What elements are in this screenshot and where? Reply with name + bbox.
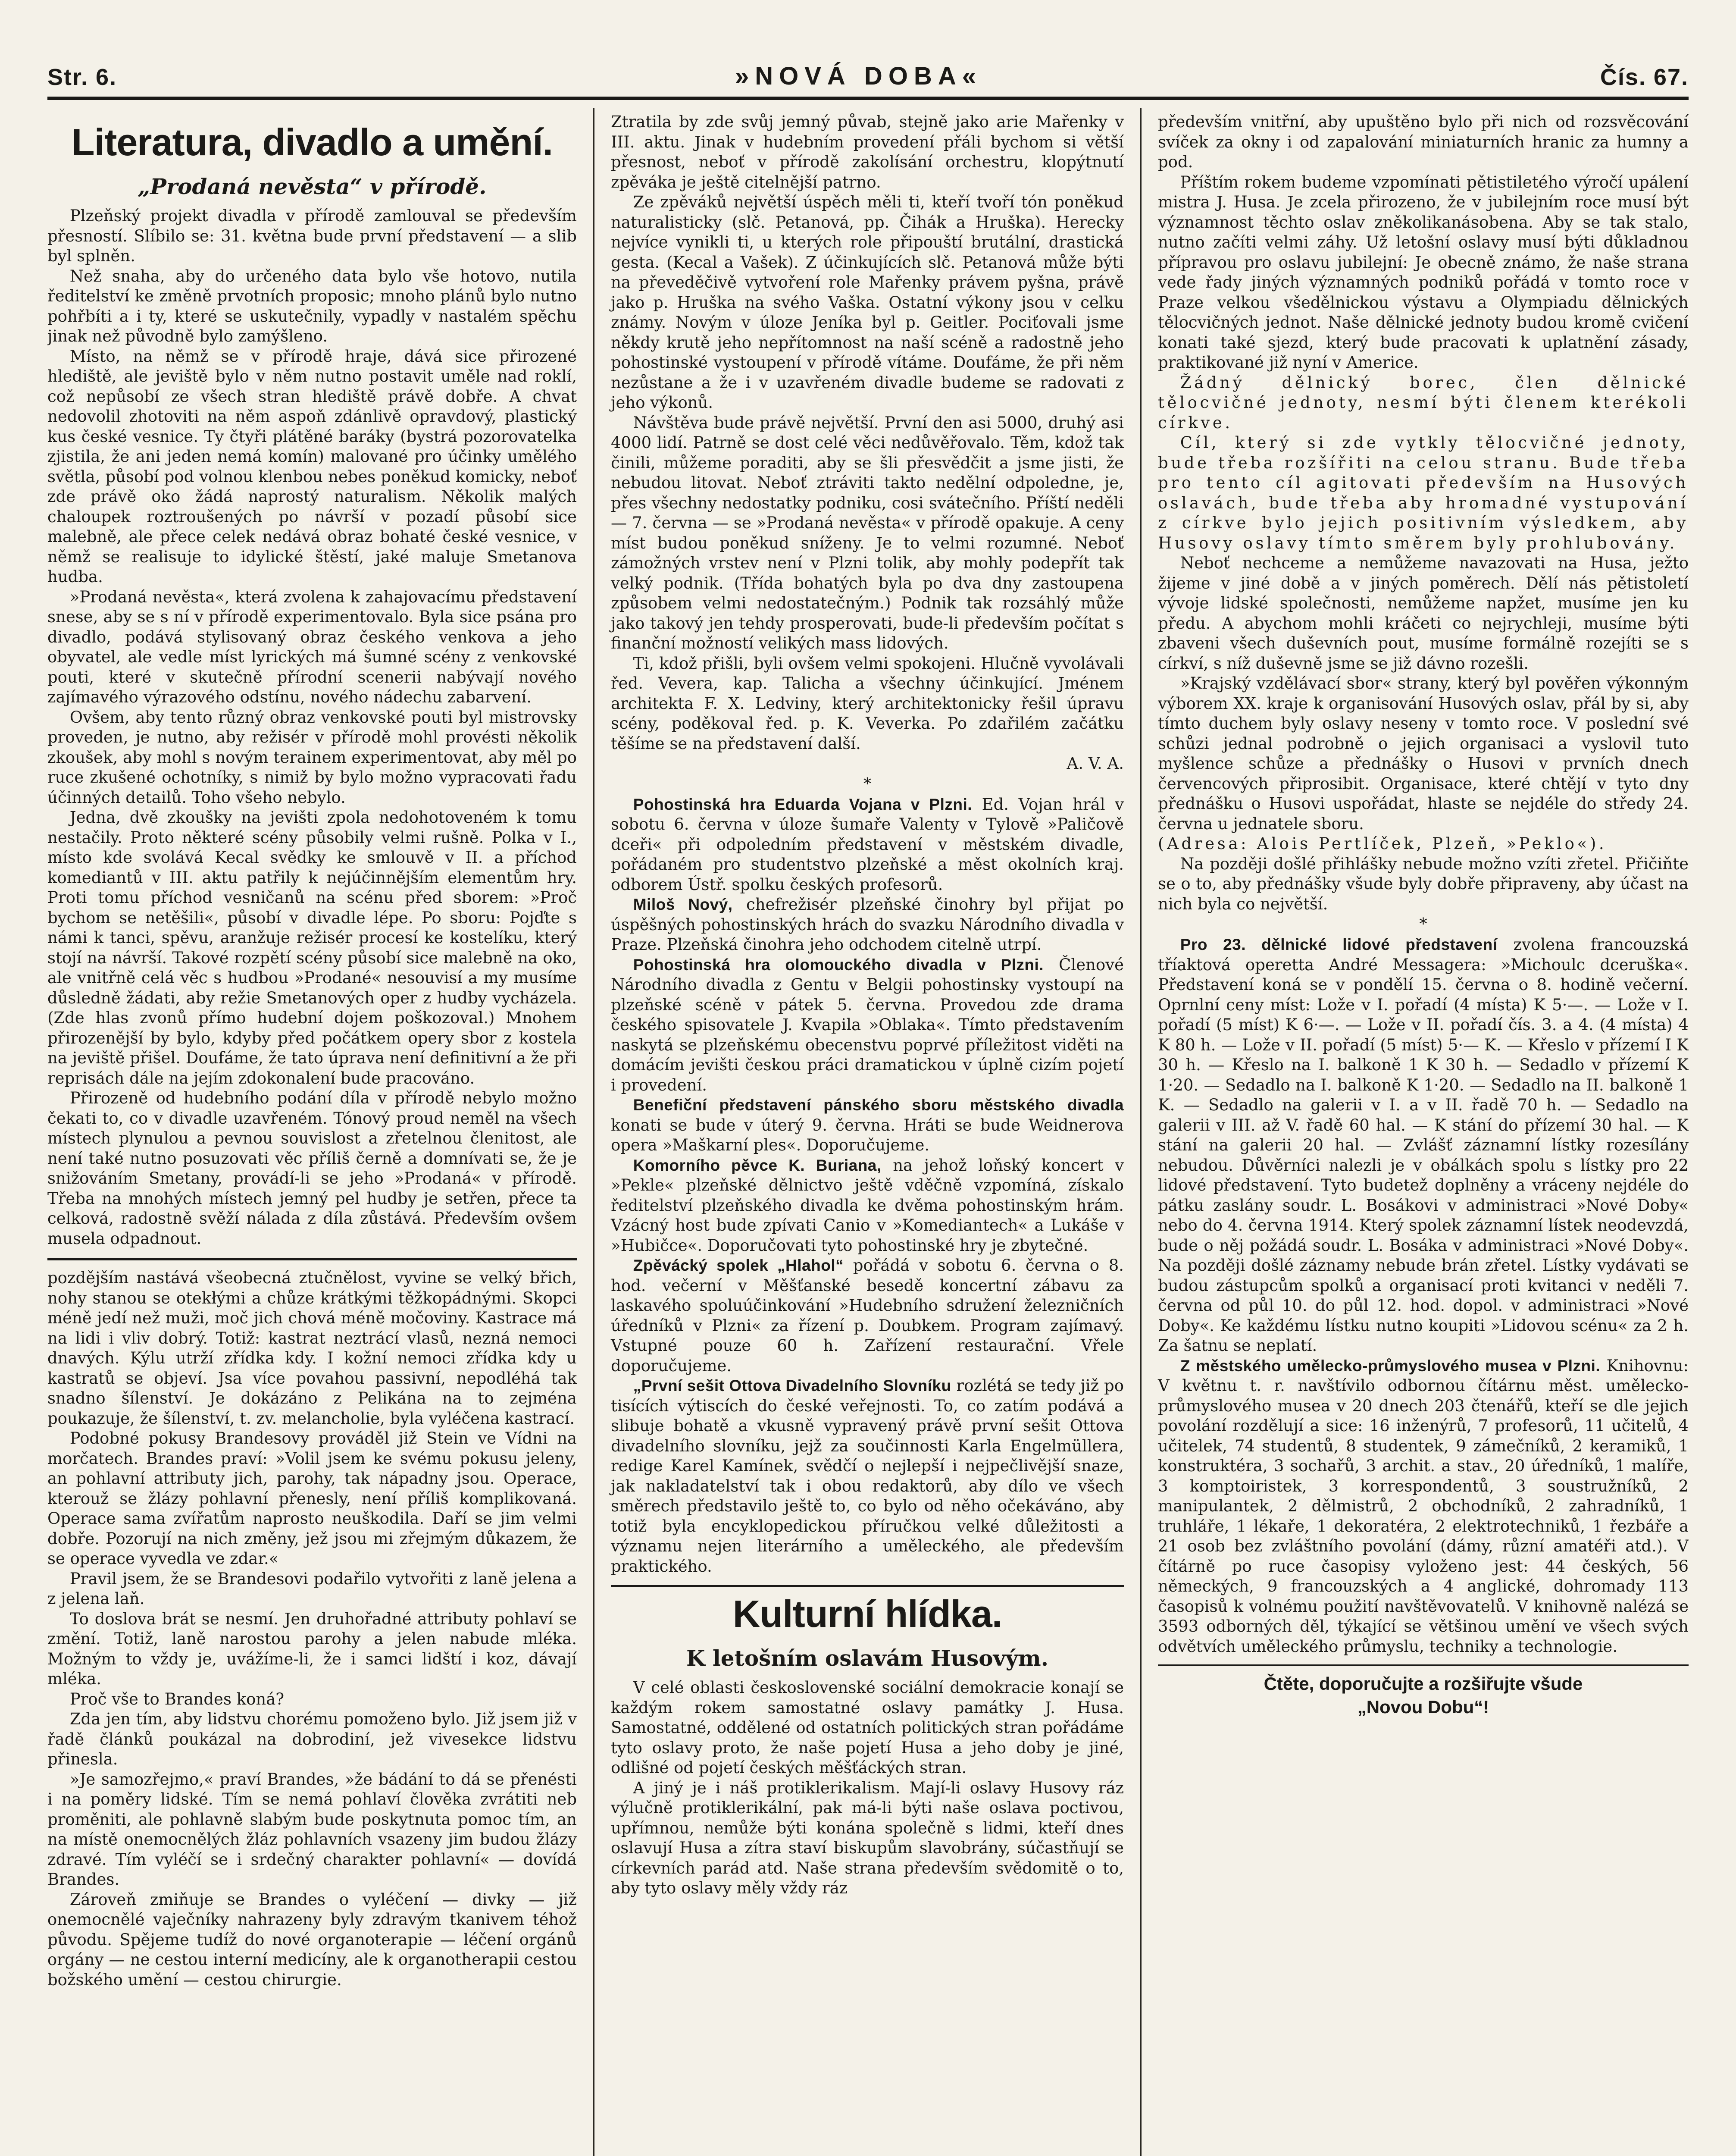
news-item xyxy=(611,895,1124,955)
contact-address: (Adresa: Alois Pertlíček, Plzeň, »Peklo«). xyxy=(1158,834,1607,853)
separator-asterisk: * xyxy=(863,775,871,793)
paragraph: Ze zpěváků největší úspěch měli ti, kteří tvoří tón poněkud naturalisticky (slč. Petanová, pp. Čihák a Hruška). Herecky nejvíce vynikli ti, u kterých role připouští brutální, drastická gesta. (Kecal a Vašek). Z účinkujících slč. Petanová může býti na převeděčivě vytvoření role Mařenky právem pyšna, právě jako p. Hruška na svého Vaška. Ostatní výkony jsou v celku známy. Novým v úloze Jeníka byl p. Geitler. Pociťovali jsme někdy krutě jeho nepřítomnost na naší scéně a radostně jeho pohostinské vystoupení v přírodě vítáme. Doufáme, že při něm nezůstane a že i v uzavřeném divadle budeme se radovati z jeho výkonů. xyxy=(611,193,1124,412)
news-text: na jehož loňský koncert v »Pekle« plzeňské dělnictvo ještě vděčně vzpomíná, získalo ředitelství plzeňského divadla ke dvěma pohostinským hrám. Vzácný host bude zpívati Canio v »Komediantech« a Lukáše v »Hubičce«. Doporučovati tyto pohostinské hry je zbytečné. xyxy=(611,1156,1124,1255)
page-number: Str. 6. xyxy=(47,64,117,90)
paragraph: Než snaha, aby do určeného data bylo vše hotovo, nutila ředitelství ke změně prvotních proposic; mnoho plánů bylo nutno pohřbíti a i ty, které se uskutečnily, vypadly v nastalém spěchu jinak než původně bylo zamýšleno. xyxy=(47,266,577,345)
news-item xyxy=(611,795,1124,895)
running-head xyxy=(47,52,1689,100)
news-text: chefrežisér plzeňské činohry byl přijat po úspěšných pohostinských hrách do svazku Národního divadla v Praze. Plzeňská činohra jeho odchodem citelně utrpí. xyxy=(611,895,1124,954)
paragraph: Podobné pokusy Brandesovy prováděl již Stein ve Vídni na morčatech. Brandes praví: »Volil jsem ke svému pokusu jeleny, an pohlavní attributy jich, parohy, tak nápadny jsou. Operace, kterouž se žlázy pohlavní přenesly, není příliš komplikovaná. Operace sama zvířatům naprosto neuškodila. Daří se jim velmi dobře. Pozorují na nich změny, jež jsou mi zřejmým důkazem, že se operace vyvedla ve zdar.« xyxy=(47,1429,577,1568)
news-item xyxy=(611,1095,1124,1156)
paragraph: pozdějším nastává všeobecná ztučnělost, vyvine se velký břich, nohy stanou se otekłými a chůze krátkými těžkopádnými. Skopci méně jedí než muži, moč jich chová méně močoviny. Kastrace má na lidi i vliv dobrý. Totiž: kastrat neztrácí vlasů, nezná nemoci dnavých. Kýlu utrží zřídka kdy. I kožní nemoci zřídka kdy u kastratů se objeví. Jsa více povahou passivní, nepodléhá tak snadno šílenství. Je dokázáno z Pelikána na to zejména poukazuje, že šílenství, t. zv. melancholie, byla vyléčena kastrací. xyxy=(47,1269,577,1428)
news-item xyxy=(1158,935,1689,1356)
news-lead: Komorního pěvce K. Buriana, xyxy=(633,1156,882,1174)
emphasized-paragraph: Žádný dělnický borec, člen dělnické tělocvičné jednoty, nesmí býti členem kterékoli církve. xyxy=(1158,373,1689,432)
news-text: rozlétá se tedy již po tisících výtiscích do české veřejnosti. To, co zatím podává a slibuje bohatě a vkusně vypravený právě první sešit Ottova divadelního slovníku, jejž za součinnosti Karla Engelmüllera, redige Karel Kamínek, svědčí o nejlepší i nejpečlivější snaze, jak nakladatelství tak i obou redaktorů, aby dílo ve všech směrech představilo ještě to, co bylo od něho očekáváno, aby totiž byla encyklopedickou příručkou velké důležitosti a významu nejen literárního a uměleckého, ale především praktického. xyxy=(611,1376,1124,1576)
news-item xyxy=(611,955,1124,1096)
paragraph: Ti, kdož přišli, byli ovšem velmi spokojeni. Hlučně vyvolávali řed. Vevera, kap. Talicha a všechny účinkující. Jménem architekta F. X. Ledviny, který architektonicky řešil úpravu scény, poděkoval řed. p. K. Veverka. Po zdařilém začátku těšíme se na představení další. xyxy=(611,654,1124,753)
paragraph: Jedna, dvě zkoušky na jevišti zpola nedohotoveném k tomu nestačily. Proto některé scény působily velmi rušně. Polka v I., místo kde svolává Kecal svědky ke smlouvě v II. a příchod komediantů v III. aktu patřily k nejúčinnějším elementům hry. Proti tomu příchod vesničanů na scénu před sborem: »Proč bychom se netěšili«, působí v divadle lépe. Po sboru: Pojďte s námi k tanci, spěvu, aranžuje režisér procesí ke kostelíku, který stojí na návrší. Takové rozpětí scény působí sice malebně na oko, ale vnitřně celá věc s hudbou »Prodané« nesouvisí a my musíme důsledně žádati, aby režie Smetanových oper z hudby vycházela. (Zde hlas zvonů přímo hudební dojem poškozoval.) Mnohem přirozenější by bylo, kdyby před počátkem opery sbor z kostela na jeviště přišel. Doufáme, že tato úprava není definitivní a že při reprisách dále na jejím zdokonalení bude pracováno. xyxy=(47,808,577,1087)
article-columns xyxy=(47,108,1689,2156)
section-title-literature: Literatura, divadlo a umění. xyxy=(71,121,553,163)
separator-asterisk: * xyxy=(1419,915,1427,933)
news-item xyxy=(611,1256,1124,1376)
article-title-hus-celebrations: K letošním oslavám Husovým. xyxy=(686,1645,1049,1671)
paragraph: Místo, na němž se v přírodě hraje, dává sice přirozené hlediště, ale jeviště bylo v něm nutno postavit uměle nad roklí, což nepůsobí ze všech stran hlediště právě dobře. A chvat nedovolil zhotoviti na něm aspoň zdánlivě opravdový, plastický kus české vesnice. Ty čtyři plátěné baráky (bystrá pozorovatelka zjistila, že ani jeden nemá komín) malované pro účinky umělého světla, působí pod volnou klenbou nebes poněkud komicky, neboť zde právě oko žádá naprostý naturalism. Několik malých chaloupek roztroušených po návrší v pozadí působí sice malebně, ale přece celek nedává obraz bohaté české vesnice, v němž se realisuje to idylické štěstí, jaké maluje Smetanova hudba. xyxy=(47,347,577,586)
news-item xyxy=(611,1156,1124,1256)
news-text: Knihovnu: V květnu t. r. navštívilo odbornou čítárnu měst. umělecko-průmyslového musea v 20 dnech 203 čtenářů, kteří se dle jejich povolání rozdělují a sice: 16 inženýrů, 7 profesorů, 11 učitelů, 4 učitelek, 74 studentů, 8 studentek, 9 zámečníků, 2 keramiků, 1 konstruktéra, 3 sochařů, 3 archit. a stav., 20 úředníků, 1 malíře, 3 komptoiristek, 3 korrespondentů, 3 soustružníků, 2 manipulantek, 2 dělmistrů, 2 obchodníků, 2 zahradníků, 1 truhláře, 1 lékaře, 1 dekoratéra, 2 elektrotechniků, 1 řezbáře a 21 osob bez zvláštního povolání (dámy, různí amatéři atd.). V čítárně po ruce časopisy vyloženo jest: 44 českých, 56 německých, 9 francouzských a 4 anglické, dohromady 113 časopisů k volnému použití navštěvovatelů. V knihovně nalézá se 3593 odborných děl, týkající se většinou umění ve všech svých odvětvích uměleckého průmyslu, techniky a technologie. xyxy=(1158,1356,1689,1656)
closing-slogan-line-1: Čtěte, doporučujte a rozšiřujte všude xyxy=(1264,1673,1583,1694)
paragraph: »Krajský vzdělávací sbor« strany, který byl pověřen výkonným výborem XX. kraje k organisování Husových oslav, přál by si, aby tímto duchem byly oslavy neseny v tomto roce. V poslední své schůzi jednal podrobně o jejich organisaci a vyslovil tuto myšlence schůze a přednášky o Husovi v prvních dnech červencových připrosibit. Organisace, které chtějí v tyto dny přednášku o Husovi uspořádat, hlaste se nejdéle do středy 24. června u jednatele sboru. xyxy=(1158,674,1689,833)
paragraph: Zároveň zmiňuje se Brandes o vyléčení — divky — již onemocnělé vaječníky nahrazeny byly zdravým tkanivem téhož původu. Spějeme tudíž do nové organoterapie — léčení orgánů orgány — ne cestou interní medicíny, ale k organotherapii cestou božského umění — cestou chirurgie. xyxy=(47,1890,577,1989)
paragraph: To doslova brát se nesmí. Jen druhořadné attributy pohlaví se změní. Totiž, laně narostou parohy a jelen nabude mléka. Možným to vždy je, uvážíme-li, že i samci lidští i koz, dávají mléka. xyxy=(47,1609,577,1688)
section-title-culture: Kulturní hlídka. xyxy=(611,1585,1124,1636)
paragraph: Neboť nechceme a nemůžeme navazovati na Husa, ježto žijeme v jiné době a v jiných poměrech. Dělí nás pětistoletí vývoje lidské společnosti, nemůžeme napžet, musíme jen ku předu. A abychom mohli kráčeti co nejrychleji, musíme býti zbaveni všech duševních pout, musíme formálně rozejíti se s církví, s níž duševně jsme se již dávno rozešli. xyxy=(1158,554,1689,673)
paragraph: V celé oblasti československé sociální demokracie konají se každým rokem samostatné oslavy památky J. Husa. Samostatné, oddělené od ostatních politických stran pořádáme tyto oslavy proto, že naše pojetí Husa a jeho doby je jiné, odlišné od pojetí českých měšťáckých stran. xyxy=(611,1678,1124,1777)
news-lead: Benefiční představení pánského sboru městského divadla xyxy=(633,1096,1124,1114)
news-text: Členové Národního divadla z Gentu v Belgii pohostinsky vystoupí na plzeňské scéně v pátek 5. června. Provedou zde drama českého spisovatele J. Kvapila »Oblaka«. Tímto představením naskytá se plzeňskému obecenstvu poprvé příležitost viděti na domácím jevišti českou práci dramatickou v úplně cizím pojetí i provedení. xyxy=(611,955,1124,1094)
news-text: Ed. Vojan hrál v sobotu 6. června v úloze šumaře Valenty v Tylově »Paličově dceři« při odpoledním představení v městském divadle, pořádaném pro studentstvo plzeňské a měst okolních kraj. odborem Ústř. spolku českých profesorů. xyxy=(611,795,1124,894)
paragraph: Příštím rokem budeme vzpomínati pětistiletého výročí upálení mistra J. Husa. Je zcela přirozeno, že v jubilejním roce musí být významnost těchto oslav zněkolikanásobena. Aby se tak stalo, nutno začíti velmi záhy. Už letošní oslavy musí býti důkladnou přípravou pro oslavu jubilejní: Je obecně známo, že naše strana vede řady jiných významných podniků pořádá v tomto roce v Praze velkou všedělnickou výstavu a Olympiadu dělnických tělocvičných jednot. Naše dělnické jednoty budou kromě cvičení konati také sjezd, který bude pracovati k uplatnění zásady, praktikované již nyní v Americe. xyxy=(1158,172,1689,372)
paragraph: Pravil jsem, že se Brandesovi podařilo vytvořiti z laně jelena a z jelena laň. xyxy=(47,1569,577,1608)
paragraph: Návštěva bude právě největší. První den asi 5000, druhý asi 4000 lidí. Patrně se dost celé věci nedůvěřovalo. Těm, kdož tak činili, můžeme poraditi, aby se šli přesvědčit a jsme jisti, že nebudou litovat. Neboť ztráviti takto nedělní odpoledne, je, přes všechny nedostatky podniku, cosi svátečního. Příští neděli — 7. června — se »Prodaná nevěsta« v přírodě opakuje. A ceny míst budou poněkud sníženy. Je to velmi rozumné. Neboť zámožných vrstev není v Plzni tolik, aby mohly podepřít tak velký podnik. (Třída bohatých byla po dva dny zastoupena způsobem velmi nedostatečným.) Podnik tak rozsáhlý může jako takový jen tehdy prosperovati, bude-li především počítat s finanční možností velikých mass lidových. xyxy=(611,413,1124,652)
paragraph: A jiný je i náš protiklerikalism. Mají-li oslavy Husovy ráz výlučně protiklerikální, pak má-li býti naše oslava poctivou, upřímnou, nemůže býti konána společně s lidmi, kteří dnes oslavují Husa a zítra staví biskupům slavobrány, súčastňují se církevních parád atd. Naše strana především svědomitě o to, aby tyto oslavy měly vždy ráz xyxy=(611,1778,1124,1897)
paragraph: Zda jen tím, aby lidstvu chorému pomoženo bylo. Již jsem již v řadě článků poukázal na dobrodiní, jež vivesekce lidstvu přinesla. xyxy=(47,1710,577,1768)
column-1 xyxy=(47,108,594,2156)
paragraph: především vnitřní, aby upuštěno bylo při nich od rozsvěcování svíček za okny i od zapalování miniaturních hranic za humny a pod. xyxy=(1158,113,1689,171)
author-signature: A. V. A. xyxy=(1067,754,1124,773)
paragraph: Přirozeně od hudebního podání díla v přírodě nebylo možno čekati to, co v divadle uzavřeném. Tónový proud neměl na všech místech plynulou a pevnou souvislost a zřetelnou členitost, ale není také nutno posuzovati věc příliš černě a domnívati se, že je snižováním Smetany, provádí-li se jeho »Prodaná« v přírodě. Třeba na mnohých místech jemný pel hudby je setřen, přece ta celková, radostně svěží nálada z díla zůstává. Především ovšem musela odpadnout. xyxy=(47,1089,577,1248)
paragraph: Plzeňský projekt divadla v přírodě zamlouval se především přesností. Slíbilo se: 31. května bude první představení — a slib byl splněn. xyxy=(47,207,577,265)
news-item xyxy=(1158,1356,1689,1657)
news-lead: Zpěvácký spolek „Hlahol“ xyxy=(633,1257,844,1274)
news-lead: Pro 23. dělnické lidové představení xyxy=(1180,936,1498,953)
article-divider xyxy=(47,1258,577,1260)
paragraph: »Prodaná nevěsta«, která zvolena k zahajovacímu představení snese, aby se s ní v přírodě experimentovalo. Byla sice psána pro divadlo, podává stylisovaný obraz českého venkova a jeho obyvatel, ale vedle míst lyrických má šumné scény z venkovské pouti, které v skutečně přírodní scenerii nabývají nového zajímavého výrazového odstínu, nového nádechu zabarvení. xyxy=(47,587,577,706)
news-lead: Z městského umělecko-průmyslového musea v Plzni. xyxy=(1180,1357,1601,1375)
article-title-prodana-nevesta: „Prodaná nevěsta“ v přírodě. xyxy=(138,174,487,199)
paragraph: Ovšem, aby tento různý obraz venkovské pouti byl mistrovsky proveden, je nutno, aby režisér v přírodě mohl provésti několik zkoušek, aby mohl s novým terainem experimentovat, aby měl po ruce zkušené ochotníky, s nimiž by bylo možno vypracovati řadu účinných detailů. Toho všeho nebylo. xyxy=(47,708,577,807)
news-lead: Miloš Nový, xyxy=(633,896,733,913)
news-text: konati se bude v úterý 9. června. Hráti se bude Weidnerova opera »Maškarní ples«. Doporučujeme. xyxy=(611,1116,1124,1154)
news-lead: „První sešit Ottova Divadelního Slovníku xyxy=(633,1377,951,1395)
emphasized-paragraph: Cíl, který si zde vytkly tělocvičné jednoty, bude třeba rozšířiti na celou stranu. Bude třeba pro tento cíl agitovati především na Husových oslavách, bude třeba aby hromadné vystupování z církve bylo jejich positivním výsledkem, aby Husovy oslavy tímto směrem byly prohlubovány. xyxy=(1158,433,1689,552)
paragraph: »Je samozřejmo,« praví Brandes, »že bádání to dá se přenésti i na poměry lidské. Tím se nemá pohlaví člověka zvrátiti neb proměniti, ale pohlavně slabým bude poskytnuta pomoc tím, an na místě onemocnělých žláz pohlavních vsazeny jim budou žlázy zdravé. Tím vyléčí se i srdečný charakter pohlavní« — dovídá Brandes. xyxy=(47,1770,577,1889)
column-2 xyxy=(594,108,1142,2156)
closing-slogan-line-2: „Novou Dobu“! xyxy=(1357,1697,1489,1717)
news-lead: Pohostinská hra olomouckého divadla v Plzni. xyxy=(633,956,1044,974)
newspaper-title: »NOVÁ DOBA« xyxy=(735,62,982,90)
news-item xyxy=(611,1376,1124,1576)
paragraph: Na později došlé přihlášky nebude možno vzíti zřetel. Přičiňte se o to, aby přednášky všude byly dobře připraveny, aby účast na nich byla co největší. xyxy=(1158,854,1689,913)
news-text: zvolena francouzská tříaktová operetta André Messagera: »Michoulc dceruška«. Představení koná se v pondělí 15. června o 8. hodině večerní. Oprnlní ceny míst: Lože v I. pořadí (4 místa) K 5·—. — Lože v I. pořadí (5 míst) K 6·—. — Lože v II. pořadí čís. 3. a 4. (4 místa) 4 K 80 h. — Lože v II. pořadí (5 míst) 5·— K. — Křeslo v přízemí I K 30 h. — Křeslo na I. balkoně 1 K 30 h. — Sedadlo v přízemí K 1·20. — Sedadlo na I. balkoně K 1·20. — Sedadlo na II. balkoně 1 K. — Sedadlo na galerii v I. a v II. řadě 70 h. — Sedadlo na galerii v III. až V. řadě 60 hal. — K stání do přízemí 30 hal. — K stání na galerii 20 hal. — Zvlášť záznamní lístky rozesílány nebudou. Důvěrníci nalezli je v obálkách spolu s lístky pro 22 lidové představení. Tyto budetež doplněny a vráceny nejdéle do pátku zaslány soudr. L. Bosákovi v administraci »Nové Doby« nebo do 4. června 1914. Který spolek záznamní lístek neodevzdá, bude o něj požádá soudr. L. Bosáka v administraci »Nové Doby«. Na později došlé záznamy nebude brán zřetel. Lístky vydávati se budou zástupcům spolků a organisací proti kvitanci v neděli 7. června od půl 10. do půl 12. hod. dopol. v administraci »Nové Doby«. Ke každému lístku nutno koupiti »Lidovou scénu« za 2 h. Za šatnu se neplatí. xyxy=(1158,935,1689,1355)
news-lead: Pohostinská hra Eduarda Vojana v Plzni. xyxy=(633,795,973,813)
closing-slogan xyxy=(1158,1664,1689,1719)
paragraph: Proč vše to Brandes koná? xyxy=(69,1689,285,1708)
paragraph: Ztratila by zde svůj jemný půvab, stejně jako arie Mařenky v III. aktu. Jinak v hudebním provedení přáli bychom si větší přesnost, neboť v přírodě zakolísání orchestru, klopýtnutí zpěváka je ještě citelnější patrno. xyxy=(611,113,1124,191)
issue-number: Čís. 67. xyxy=(1600,64,1689,90)
column-3 xyxy=(1142,108,1689,2156)
news-text: pořádá v sobotu 6. června o 8. hod. večerní v Měšťanské besedě koncertní zábavu za laskavého spoluúčinkování »Hudebního sdružení železničních úředníků v Plzni« za řízení p. Doubkem. Program zajímavý. Vstupné pouze 60 h. Zařízení restaurační. Vřele doporučujeme. xyxy=(611,1256,1124,1375)
